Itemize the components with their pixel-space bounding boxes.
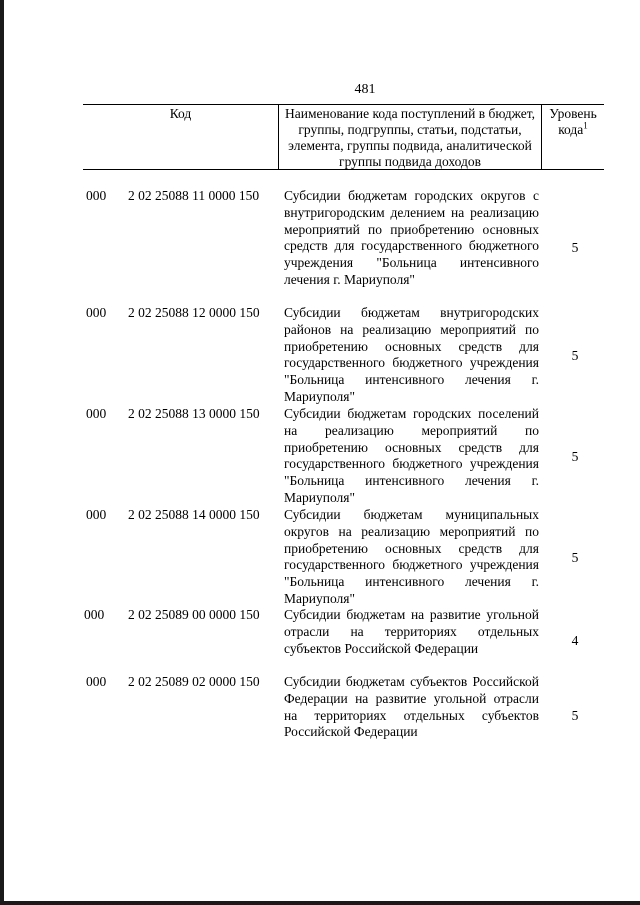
scan-left-edge xyxy=(0,0,4,905)
header-level-footnote: 1 xyxy=(583,120,588,131)
revenue-name: Субсидии бюджетам на развитие угольной отрасли на территориях отдельных субъектов Российской Федерации xyxy=(284,607,539,656)
header-level xyxy=(542,105,604,169)
admin-code: 000 xyxy=(86,406,107,421)
revenue-name: Субсидии бюджетам субъектов Российской Федерации на развитие угольной отрасли на территориях отдельных субъектов Российской Федерации xyxy=(284,674,539,740)
revenue-name: Субсидии бюджетам внутригородских районов на реализацию мероприятий по приобретению основных средств для государственного бюджетного учреждения "Больница интенсивного лечения г. Мариуполя" xyxy=(284,305,539,404)
header-name: Наименование кода поступлений в бюджет, группы, подгруппы, статьи, подстатьи, элемента, группы подвида, аналитической группы подвида доходов xyxy=(279,105,542,169)
admin-code: 000 xyxy=(86,188,107,203)
revenue-code: 2 02 25089 02 0000 150 xyxy=(128,674,260,689)
code-level: 5 xyxy=(571,550,579,565)
revenue-name: Субсидии бюджетам городских округов с внутригородским делением на реализацию мероприятий по приобретению основных средств для государственного бюджетного учреждения "Больница интенсивного лечения г. Мариуполя" xyxy=(284,188,539,287)
revenue-code: 2 02 25088 14 0000 150 xyxy=(128,507,260,522)
admin-code: 000 xyxy=(86,305,107,320)
revenue-code: 2 02 25088 13 0000 150 xyxy=(128,406,260,421)
code-level: 5 xyxy=(571,708,579,723)
revenue-code: 2 02 25088 12 0000 150 xyxy=(128,305,260,320)
admin-code: 000 xyxy=(84,607,105,622)
revenue-name: Субсидии бюджетам муниципальных округов на реализацию мероприятий по приобретению основных средств для государственного бюджетного учреждения "Больница интенсивного лечения г. Мариуполя" xyxy=(284,507,539,606)
header-level-label: Уровень кода xyxy=(549,106,597,137)
page-number: 481 xyxy=(354,82,376,97)
revenue-code: 2 02 25089 00 0000 150 xyxy=(128,607,260,622)
revenue-code: 2 02 25088 11 0000 150 xyxy=(128,188,260,203)
code-level: 4 xyxy=(571,633,579,648)
code-level: 5 xyxy=(571,240,579,255)
admin-code: 000 xyxy=(86,507,107,522)
revenue-name: Субсидии бюджетам городских поселений на реализацию мероприятий по приобретению основных средств для государственного бюджетного учреждения "Больница интенсивного лечения г. Мариуполя" xyxy=(284,406,539,505)
admin-code: 000 xyxy=(86,674,107,689)
table-header xyxy=(83,104,604,170)
header-code: Код xyxy=(83,105,279,169)
code-level: 5 xyxy=(571,449,579,464)
code-level: 5 xyxy=(571,348,579,363)
scan-bottom-edge xyxy=(0,901,640,905)
